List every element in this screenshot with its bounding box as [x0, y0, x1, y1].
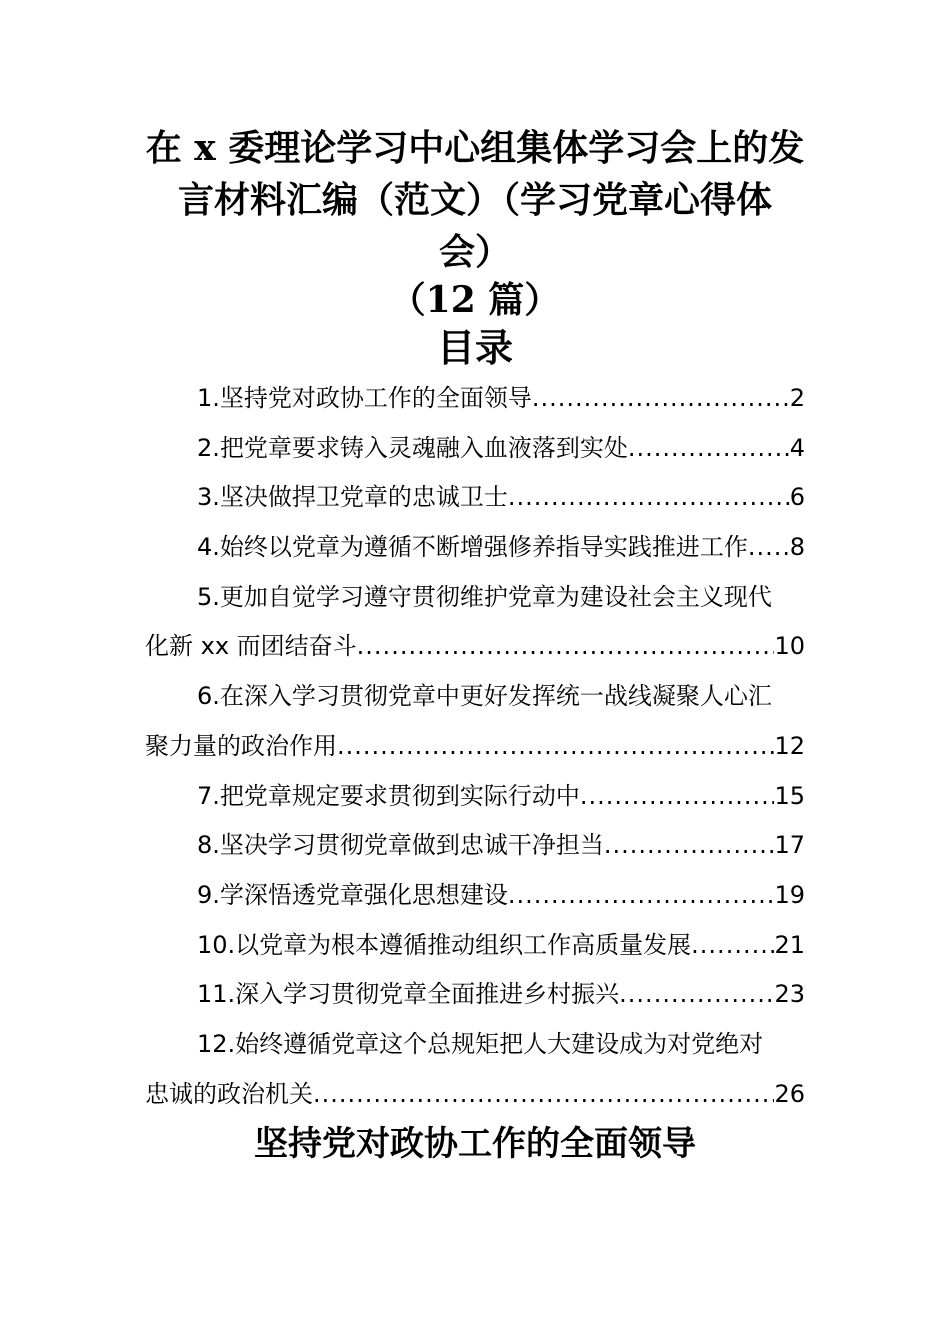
- toc-entry-title: 4.始终以党章为遵循不断增强修养指导实践推进工作: [197, 533, 748, 562]
- toc-leader-dots: [508, 473, 790, 523]
- toc-entry-title: 8.坚决学习贯彻党章做到忠诚干净担当: [197, 831, 604, 860]
- toc-entry-title: 1.坚持党对政协工作的全面领导: [197, 384, 532, 412]
- toc-leader-dots: [619, 970, 774, 1020]
- toc-page-number: 15: [774, 781, 805, 810]
- toc-entry[interactable]: [145, 622, 805, 672]
- toc-entry-title: 忠诚的政治机关: [145, 1079, 313, 1108]
- toc-page-number: 6: [789, 483, 805, 512]
- section-heading: 坚持党对政协工作的全面领导: [254, 1124, 696, 1164]
- toc-entry[interactable]: [145, 921, 805, 971]
- toc-leader-dots: [748, 523, 790, 573]
- toc-entry[interactable]: [145, 473, 805, 523]
- toc-entry-title: 11.深入学习贯彻党章全面推进乡村振兴: [197, 980, 620, 1009]
- toc-entry[interactable]: [145, 871, 805, 921]
- toc-entry-title: 6.在深入学习贯彻党章中更好发挥统一战线凝聚人心汇: [197, 682, 772, 711]
- toc-entry[interactable]: [145, 1020, 805, 1070]
- toc-entry[interactable]: [145, 821, 805, 871]
- toc-entry-title: 9.学深悟透党章强化思想建设: [197, 880, 508, 909]
- table-of-contents: [145, 374, 805, 1119]
- toc-page-number: 10: [774, 632, 805, 661]
- toc-entry[interactable]: [145, 374, 805, 424]
- toc-entry[interactable]: [145, 772, 805, 822]
- toc-leader-dots: [580, 772, 775, 822]
- toc-leader-dots: [604, 821, 775, 871]
- document-title-line: 在 x 委理论学习中心组集体学习会上的发: [145, 127, 805, 169]
- toc-page-number: 23: [774, 980, 805, 1009]
- toc-leader-dots: [357, 622, 775, 672]
- toc-leader-dots: [337, 722, 774, 772]
- toc-entry-title: 化新 xx 而团结奋斗: [145, 632, 357, 661]
- toc-page-number: 19: [774, 880, 805, 909]
- toc-leader-dots: [532, 374, 790, 424]
- toc-entry-title: 5.更加自觉学习遵守贯彻维护党章为建设社会主义现代: [197, 582, 772, 611]
- toc-leader-dots: [508, 871, 775, 921]
- toc-entry-title: 3.坚决做捍卫党章的忠诚卫士: [197, 483, 508, 512]
- toc-entry-title: 10.以党章为根本遵循推动组织工作高质量发展: [197, 930, 692, 959]
- toc-entry-title: 12.始终遵循党章这个总规矩把人大建设成为对党绝对: [197, 1029, 764, 1058]
- toc-leader-dots: [313, 1070, 774, 1120]
- document-title-line: 会）: [438, 231, 511, 273]
- toc-entry[interactable]: [145, 672, 805, 722]
- toc-page-number: 8: [789, 533, 805, 562]
- toc-leader-dots: [628, 424, 790, 474]
- toc-leader-dots: [691, 921, 774, 971]
- article-count: （12 篇）: [389, 279, 561, 321]
- document-title-line: 言材料汇编（范文）（学习党章心得体: [177, 179, 772, 221]
- toc-entry-title: 7.把党章规定要求贯彻到实际行动中: [197, 781, 580, 810]
- toc-entry[interactable]: [145, 722, 805, 772]
- toc-entry-title: 聚力量的政治作用: [145, 731, 337, 760]
- toc-entry[interactable]: [145, 573, 805, 623]
- toc-page-number: 21: [774, 930, 805, 959]
- toc-entry-title: 2.把党章要求铸入灵魂融入血液落到实处: [197, 433, 628, 462]
- toc-page-number: 26: [774, 1079, 805, 1108]
- toc-page-number: 2: [789, 384, 805, 412]
- toc-page-number: 4: [789, 433, 805, 462]
- toc-entry[interactable]: [145, 424, 805, 474]
- toc-page-number: 17: [774, 831, 805, 860]
- toc-heading: 目录: [436, 325, 513, 370]
- toc-entry[interactable]: [145, 970, 805, 1020]
- toc-entry[interactable]: [145, 523, 805, 573]
- toc-entry[interactable]: [145, 1070, 805, 1120]
- toc-page-number: 12: [774, 731, 805, 760]
- document-title: [145, 122, 805, 278]
